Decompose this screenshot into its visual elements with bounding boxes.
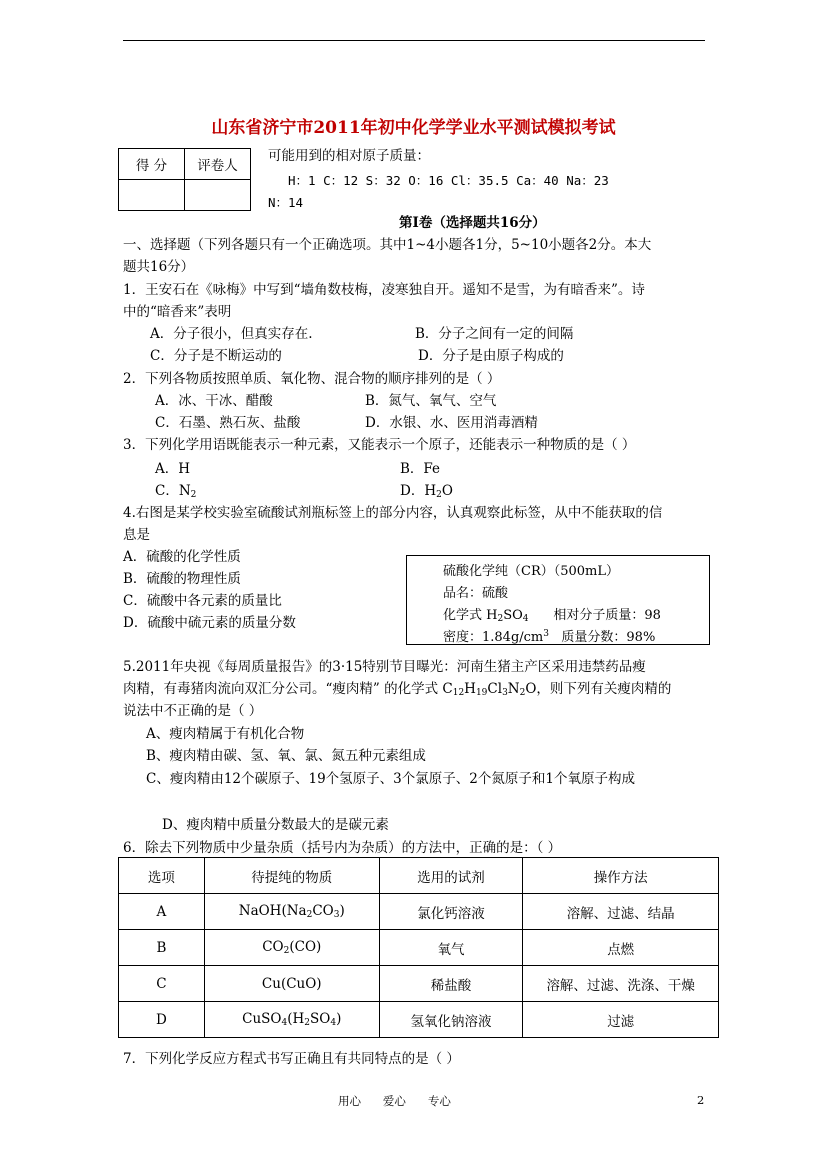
label-line4: 密度：$1.84g/cm^3$ 质量分数：98% — [443, 629, 656, 645]
score-header: 得 分 — [119, 149, 185, 180]
option-cell: A — [119, 894, 205, 930]
q1-stem: 1．王安石在《咏梅》中写到“墙角数枝梅，凌寒独自开。遥知不是雪，为有暗香来”。诗 — [123, 282, 645, 298]
option-cell: D — [119, 1002, 205, 1038]
q5-option-c: C、瘦肉精由12个碳原子、19个氢原子、3个氯原子、2个氮原子和1个氧原子构成 — [146, 771, 635, 787]
exam-title: 山东省济宁市2011年初中化学学业水平测试模拟考试 — [211, 118, 616, 138]
q4-option-c: C．硫酸中各元素的质量比 — [123, 593, 282, 609]
header-method: 操作方法 — [523, 858, 719, 894]
substance-cell: $CuSO_4(H_2SO_4)$ — [204, 1002, 379, 1038]
part1-title: 第Ⅰ卷（选择题共16分） — [399, 215, 546, 231]
q5-option-d: D、瘦肉精中质量分数最大的是碳元素 — [162, 817, 389, 833]
grader-cell[interactable] — [185, 180, 251, 211]
q1-option-c: C．分子是不断运动的 — [150, 348, 282, 364]
q3-option-a: A．H — [155, 461, 191, 477]
q4-option-d: D．硫酸中硫元素的质量分数 — [123, 615, 296, 631]
q2-option-b: B．氮气、氧气、空气 — [365, 393, 497, 409]
reagent-cell: 氢氧化钠溶液 — [379, 1002, 523, 1038]
atomic-mass-line2: N：14 — [268, 195, 304, 210]
header-rule — [123, 40, 705, 41]
q2-option-c: C．石墨、熟石灰、盐酸 — [155, 415, 301, 431]
method-cell: 溶解、过滤、洗涤、干燥 — [523, 966, 719, 1002]
label-line2: 品名：硫酸 — [443, 586, 509, 601]
atomic-mass-intro: 可能用到的相对原子质量： — [268, 148, 430, 164]
q2-option-a: A．冰、干冰、醋酸 — [155, 393, 273, 409]
label-line1: 硫酸化学纯（CR）（500mL） — [443, 564, 620, 579]
label-line3: 化学式 $H_2SO_4$ 相对分子质量：98 — [443, 608, 661, 624]
q2-option-d: D．水银、水、医用消毒酒精 — [365, 415, 538, 431]
substance-cell: Cu(CuO) — [204, 966, 379, 1002]
method-cell: 溶解、过滤、结晶 — [523, 894, 719, 930]
q5-stem-cont: 肉精，有毒猪肉流向双汇分公司。“瘦肉精” 的化学式 $C_{12}H_{19}Cl_3N_2O$，则下列有关瘦肉精的 — [123, 681, 672, 698]
q7-stem: 7．下列化学反应方程式书写正确且有共同特点的是（ ） — [123, 1051, 460, 1067]
header-option: 选项 — [119, 858, 205, 894]
table-header-row — [119, 858, 719, 894]
q4-option-a: A．硫酸的化学性质 — [123, 549, 241, 565]
substance-cell: $CO_2(CO)$ — [204, 930, 379, 966]
table-row — [119, 1002, 719, 1038]
substance-cell: $NaOH(Na_2CO_3)$ — [204, 894, 379, 930]
q5-stem-end: 说法中不正确的是（ ） — [123, 703, 263, 719]
q3-option-b: B．Fe — [400, 461, 441, 477]
q5-option-b: B、瘦肉精由碳、氢、氧、氯、氮五种元素组成 — [146, 748, 426, 764]
q5-stem: 5.2011年央视《每周质量报告》的3·15特别节目曝光：河南生猪主产区采用违禁药品瘦 — [123, 659, 646, 675]
atomic-mass-line1: H：1 C：12 S：32 O：16 Cl：35.5 Ca：40 Na：23 — [288, 173, 609, 188]
table-row — [119, 930, 719, 966]
q1-option-d: D．分子是由原子构成的 — [418, 348, 564, 364]
page-number: 2 — [697, 1093, 705, 1107]
section1-line2: 题共16分） — [123, 259, 195, 275]
q2-stem: 2．下列各物质按照单质、氧化物、混合物的顺序排列的是（ ） — [123, 371, 501, 387]
reagent-cell: 氧气 — [379, 930, 523, 966]
q3-option-d: D．$H_2O$ — [400, 483, 453, 500]
section1-line1: 一、选择题（下列各题只有一个正确选项。其中1~4小题各1分，5~10小题各2分。本大 — [123, 237, 652, 253]
q3-stem: 3．下列化学用语既能表示一种元素，又能表示一个原子，还能表示一种物质的是（ ） — [123, 437, 636, 453]
score-table — [118, 148, 251, 211]
q5-option-a: A、瘦肉精属于有机化合物 — [146, 726, 305, 742]
score-cell[interactable] — [119, 180, 185, 211]
q1-stem-cont: 中的“暗香来”表明 — [123, 304, 232, 320]
q3-option-c: C．$N_2$ — [155, 483, 197, 500]
method-cell: 点燃 — [523, 930, 719, 966]
reagent-label — [406, 555, 710, 645]
grader-header: 评卷人 — [185, 149, 251, 180]
option-cell: B — [119, 930, 205, 966]
reagent-cell: 氯化钙溶液 — [379, 894, 523, 930]
q1-option-a: A．分子很小，但真实存在. — [150, 326, 313, 342]
q6-stem: 6．除去下列物质中少量杂质（括号内为杂质）的方法中，正确的是：（ ） — [123, 840, 562, 856]
table-row — [119, 894, 719, 930]
q4-stem: 4.右图是某学校实验室硫酸试剂瓶标签上的部分内容，认真观察此标签，从中不能获取的信 — [123, 505, 663, 521]
q6-table — [118, 857, 719, 1038]
reagent-cell: 稀盐酸 — [379, 966, 523, 1002]
q1-option-b: B．分子之间有一定的间隔 — [415, 326, 574, 342]
header-reagent: 选用的试剂 — [379, 858, 523, 894]
table-row — [119, 966, 719, 1002]
q4-stem-cont: 息是 — [123, 527, 150, 543]
q4-option-b: B．硫酸的物理性质 — [123, 571, 241, 587]
footer-motto: 用心 爱心 专心 — [338, 1094, 451, 1108]
option-cell: C — [119, 966, 205, 1002]
header-substance: 待提纯的物质 — [204, 858, 379, 894]
method-cell: 过滤 — [523, 1002, 719, 1038]
